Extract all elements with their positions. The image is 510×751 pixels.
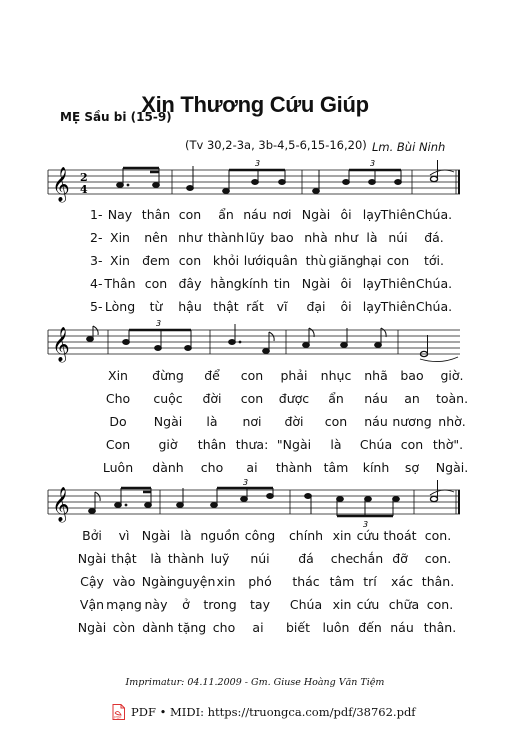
lyric-word: dành [142, 620, 174, 635]
lyric-word: khỏi [212, 253, 240, 268]
lyric-word: quân [266, 253, 298, 268]
footer-text: PDF • MIDI: https://truongca.com/pdf/38762.pdf [131, 705, 416, 719]
verse-label: 4- [90, 276, 103, 291]
treble-clef-icon: 𝄞 [52, 487, 70, 522]
triplet-mark-5: 3 [363, 520, 369, 529]
lyric-word: cứu [356, 597, 380, 612]
lyric-word: Thân [104, 276, 136, 291]
lyric-word: phó [248, 574, 272, 589]
imprimatur-note: Imprimatur: 04.11.2009 - Gm. Giuse Hoàng Văn Tiệm [125, 677, 385, 688]
lyric-word: Thiên [380, 207, 416, 222]
lyric-word: biết [286, 620, 310, 635]
lyric-word: giờ. [440, 368, 464, 383]
lyric-word: từ [149, 299, 163, 314]
svg-text:PDF: PDF [114, 714, 122, 720]
triplet-mark-1: 3 [255, 159, 261, 168]
lyric-word: đời [284, 414, 304, 429]
lyric-word: mạng [106, 597, 142, 612]
verse-label: 1- [90, 207, 103, 222]
lyric-word: ôi [340, 299, 352, 314]
lyric-word: hằng [210, 276, 242, 291]
lyric-word: đến [358, 620, 382, 635]
lyric-word: con. [426, 597, 454, 612]
lyric-word: con. [424, 551, 452, 566]
lyric-word: đỡ [392, 551, 408, 566]
lyric-word: sợ [404, 460, 420, 475]
lyric-word: trí [363, 574, 377, 589]
lyric-word: thác [292, 574, 320, 589]
lyric-word: ôi [340, 276, 352, 291]
lyric-word: náu [364, 414, 388, 429]
lyric-word: luỹ [210, 551, 230, 566]
lyric-word: lạy [362, 276, 382, 291]
lyric-word: ẩn [218, 207, 234, 222]
lyric-word: Ngài [301, 276, 331, 291]
lyric-word: thật [111, 551, 137, 566]
lyric-word: vĩ [276, 299, 288, 314]
treble-clef-icon: 𝄞 [52, 167, 70, 202]
lyric-word: Xin [110, 230, 130, 245]
verse-line [0, 391, 510, 411]
lyric-word: náu [390, 620, 414, 635]
lyric-word: Ngài. [435, 460, 469, 475]
verse-line [0, 597, 510, 617]
lyric-word: con [240, 391, 264, 406]
lyric-word: Chúa. [415, 299, 453, 314]
verse-line [0, 414, 510, 434]
lyric-word: nhà [304, 230, 328, 245]
verse-line [0, 460, 510, 480]
verse-line [0, 230, 510, 250]
lyric-word: là [150, 551, 162, 566]
lyric-word: nơi [272, 207, 292, 222]
lyric-word: ôi [340, 207, 352, 222]
lyric-word: thật [213, 299, 239, 314]
lyric-word: đời [202, 391, 222, 406]
time-sig-top: 2 [80, 171, 88, 184]
verse-label: 2- [90, 230, 103, 245]
lyric-word: thưa: [235, 437, 269, 452]
lyric-word: nhã [364, 368, 388, 383]
verse-line [0, 437, 510, 457]
lyric-word: ai [246, 460, 258, 475]
lyric-word: kính [241, 276, 269, 291]
lyric-word: con [386, 253, 410, 268]
lyric-word: xin [332, 597, 352, 612]
lyric-word: hại [362, 253, 382, 268]
lyric-word: này [144, 597, 168, 612]
lyric-word: xác [391, 574, 413, 589]
lyric-word: cứu [356, 528, 380, 543]
lyric-word: thân. [421, 574, 455, 589]
lyric-word: cuộc [153, 391, 183, 406]
lyric-word: như [334, 230, 358, 245]
pdf-file-icon [112, 704, 125, 720]
triplet-mark-3: 3 [156, 319, 162, 328]
lyric-word: nguồn [200, 528, 240, 543]
lyric-word: cho [200, 460, 224, 475]
verse-line [0, 253, 510, 273]
lyric-word: Chúa [359, 437, 393, 452]
lyric-word: Xin [108, 368, 128, 383]
triplet-mark-2: 3 [370, 159, 376, 168]
lyric-word: nhục [320, 368, 352, 383]
lyric-word: Ngài [153, 414, 183, 429]
lyric-word: kính [362, 460, 390, 475]
lyric-word: Cậy [80, 574, 104, 589]
lyric-word: chắn [352, 551, 384, 566]
lyric-word: ở [182, 597, 190, 612]
lyric-word: là [206, 414, 218, 429]
lyric-word: lạy [362, 207, 382, 222]
lyric-word: Ngài [77, 551, 107, 566]
lyric-word: bao [270, 230, 294, 245]
lyric-word: giăng [328, 253, 364, 268]
lyric-word: Lòng [104, 299, 136, 314]
lyric-word: thù [305, 253, 327, 268]
lyric-word: lưới [243, 253, 267, 268]
lyric-word: là [366, 230, 378, 245]
lyric-word: là [330, 437, 342, 452]
lyric-word: nơi [242, 414, 262, 429]
lyric-word: Chúa. [415, 276, 453, 291]
lyric-word: Thiên [380, 299, 416, 314]
lyric-word: đá [298, 551, 314, 566]
lyric-word: thân [197, 437, 227, 452]
lyric-word: dành [152, 460, 184, 475]
lyric-word: để [204, 368, 220, 383]
lyric-word: con [178, 253, 202, 268]
verse-line [0, 299, 510, 319]
lyric-word: Luôn [102, 460, 134, 475]
verse-label: 3- [90, 253, 103, 268]
lyric-word: thân [141, 207, 171, 222]
verse-line [0, 528, 510, 548]
verse-line [0, 574, 510, 594]
lyric-word: ai [252, 620, 264, 635]
lyric-word: thành [167, 551, 205, 566]
lyric-word: nhờ. [438, 414, 466, 429]
lyric-word: con [178, 207, 202, 222]
lyric-word: chữa [388, 597, 420, 612]
verse-line [0, 207, 510, 227]
time-sig-bottom: 4 [80, 183, 88, 196]
lyric-word: Con [105, 437, 131, 452]
lyric-word: cho [212, 620, 236, 635]
lyric-word: công [244, 528, 276, 543]
lyric-word: là [180, 528, 192, 543]
lyric-word: thành [275, 460, 313, 475]
verse-label: 5- [90, 299, 103, 314]
lyric-word: toàn. [435, 391, 469, 406]
lyric-word: Do [109, 414, 127, 429]
lyric-word: tin [273, 276, 291, 291]
lyric-word: che [330, 551, 354, 566]
lyric-word: chính [288, 528, 324, 543]
composer-name: Lm. Bùi Ninh [372, 140, 446, 154]
lyric-word: vì [118, 528, 130, 543]
lyric-word: Ngài [141, 528, 171, 543]
lyric-word: lũy [245, 230, 265, 245]
lyric-word: Cho [105, 391, 131, 406]
lyric-word: thành [207, 230, 245, 245]
occasion-label: MẸ Sầu bi (15-9) [60, 110, 172, 124]
lyric-word: trong [203, 597, 237, 612]
lyric-word: tặng [177, 620, 207, 635]
lyric-word: xin [332, 528, 352, 543]
lyric-word: tâm [329, 574, 355, 589]
lyric-word: nương [392, 414, 432, 429]
lyric-word: vào [112, 574, 136, 589]
lyric-word: bao [400, 368, 424, 383]
lyric-word: được [278, 391, 310, 406]
lyric-word: đừng [152, 368, 184, 383]
lyric-word: Ngài [77, 620, 107, 635]
lyric-word: núi [250, 551, 270, 566]
lyric-word: con. [424, 528, 452, 543]
lyric-word: tay [250, 597, 270, 612]
lyric-word: như [178, 230, 202, 245]
lyric-word: Nay [107, 207, 133, 222]
lyric-word: con [240, 368, 264, 383]
lyric-word: Xin [110, 253, 130, 268]
lyric-word: náu [364, 391, 388, 406]
lyric-word: đá. [424, 230, 444, 245]
lyric-word: hậu [178, 299, 202, 314]
lyric-word: thân. [423, 620, 457, 635]
verse-line [0, 551, 510, 571]
triplet-mark-4: 3 [243, 478, 249, 487]
lyric-word: đem [142, 253, 170, 268]
lyric-word: con [400, 437, 424, 452]
lyric-word: tâm [323, 460, 349, 475]
lyric-word: giờ [158, 437, 178, 452]
treble-clef-icon: 𝄞 [52, 327, 70, 362]
verse-line [0, 276, 510, 296]
lyric-word: Vận [79, 597, 105, 612]
lyric-word: Chúa [289, 597, 323, 612]
lyric-word: ẩn [328, 391, 344, 406]
lyric-word: đây [178, 276, 202, 291]
lyric-word: núi [388, 230, 408, 245]
footer-link[interactable] [112, 704, 416, 720]
lyric-word: nên [144, 230, 168, 245]
lyric-word: con [324, 414, 348, 429]
lyric-word: thoát [383, 528, 417, 543]
lyric-word: an [404, 391, 420, 406]
lyric-word: luôn [322, 620, 350, 635]
lyric-word: Chúa. [415, 207, 453, 222]
lyric-word: phải [280, 368, 308, 383]
lyric-word: Ngài [301, 207, 331, 222]
lyric-word: "Ngài [276, 437, 312, 452]
lyric-word: còn [112, 620, 136, 635]
lyric-word: Thiên [380, 276, 416, 291]
lyric-word: tới. [424, 253, 444, 268]
lyric-word: Ngài [141, 574, 171, 589]
lyric-word: con [144, 276, 168, 291]
lyric-word: náu [243, 207, 267, 222]
verse-line [0, 368, 510, 388]
verse-line [0, 620, 510, 640]
lyric-word: lạy [362, 299, 382, 314]
lyric-word: rất [246, 299, 264, 314]
lyric-word: Bởi [82, 528, 102, 543]
lyric-word: thờ". [432, 437, 464, 452]
lyric-word: nguyện [168, 574, 216, 589]
lyric-word: đại [306, 299, 326, 314]
psalm-reference: (Tv 30,2-3a, 3b-4,5-6,15-16,20) [185, 138, 367, 152]
song-title: Xin Thương Cứu Giúp [141, 92, 369, 117]
lyric-word: xin [216, 574, 236, 589]
